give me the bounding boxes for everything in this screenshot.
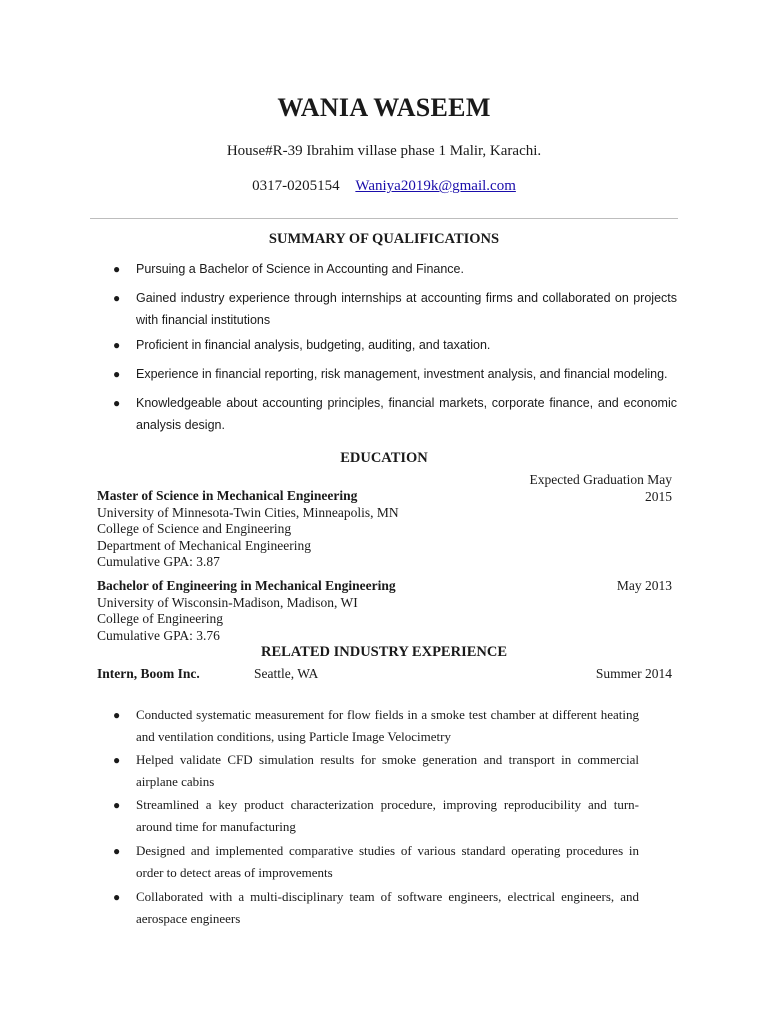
address: House#R-39 Ibrahim villase phase 1 Malir, Karachi. [226, 143, 542, 159]
bullet-icon: ● [113, 396, 121, 410]
bullet-icon: ● [113, 890, 121, 904]
contact-line [0, 178, 768, 195]
phone-number: 0317-0205154 [252, 178, 340, 194]
education-detail: Cumulative GPA: 3.76 [97, 627, 220, 643]
education-entry [97, 488, 497, 571]
experience-item: Helped validate CFD simulation results for smoke generation and transport in commercial airplane cabins [136, 752, 639, 789]
degree-title: Master of Science in Mechanical Engineering [97, 488, 358, 503]
summary-item: Knowledgeable about accounting principles, financial markets, corporate finance, and economic analysis design. [136, 396, 677, 432]
bullet-icon: ● [113, 708, 121, 722]
job-date: Summer 2014 [595, 666, 672, 681]
experience-item: Streamlined a key product characterization procedure, improving reproducibility and turn-around time for manufacturing [136, 797, 639, 834]
email-link[interactable]: Waniya2019k@gmail.com [355, 178, 516, 194]
summary-item: Proficient in financial analysis, budgeting, auditing, and taxation. [136, 338, 491, 352]
summary-item: Pursuing a Bachelor of Science in Accounting and Finance. [136, 262, 464, 276]
education-date: May 2013 [616, 578, 672, 593]
bullet-icon: ● [113, 291, 121, 305]
education-detail: Department of Mechanical Engineering [97, 537, 312, 553]
job-location: Seattle, WA [254, 666, 319, 681]
bullet-icon: ● [113, 798, 121, 812]
experience-item: Collaborated with a multi-disciplinary team of software engineers, electrical engineers, and aerospace engineers [136, 889, 639, 926]
education-entry [97, 578, 497, 644]
experience-heading: RELATED INDUSTRY EXPERIENCE [260, 644, 508, 660]
education-date: Expected Graduation May 2015 [529, 472, 672, 504]
experience-item: Designed and implemented comparative studies of various standard operating procedures in order to detect areas of improvements [136, 843, 639, 880]
experience-item: Conducted systematic measurement for flow fields in a smoke test chamber at different heating and ventilation conditions, using Particle Image Velocimetry [136, 707, 639, 744]
summary-item: Experience in financial reporting, risk management, investment analysis, and financial modeling. [136, 367, 668, 381]
header-divider [90, 218, 678, 219]
summary-heading: SUMMARY OF QUALIFICATIONS [268, 231, 500, 247]
bullet-icon: ● [113, 753, 121, 767]
education-detail: College of Engineering [97, 611, 223, 627]
education-heading: EDUCATION [340, 450, 428, 466]
bullet-icon: ● [113, 338, 121, 352]
degree-title: Bachelor of Engineering in Mechanical Engineering [97, 578, 396, 593]
education-detail: Cumulative GPA: 3.87 [97, 554, 220, 570]
candidate-name: WANIA WASEEM [277, 93, 491, 122]
education-detail: University of Minnesota-Twin Cities, Minneapolis, MN [97, 504, 399, 520]
education-detail: University of Wisconsin-Madison, Madison, WI [97, 594, 358, 610]
summary-item: Gained industry experience through internships at accounting firms and collaborated on projects with financial institutions [136, 291, 677, 327]
bullet-icon: ● [113, 844, 121, 858]
education-detail: College of Science and Engineering [97, 521, 292, 537]
job-role: Intern, Boom Inc. [97, 666, 200, 681]
bullet-icon: ● [113, 262, 121, 276]
bullet-icon: ● [113, 367, 121, 381]
